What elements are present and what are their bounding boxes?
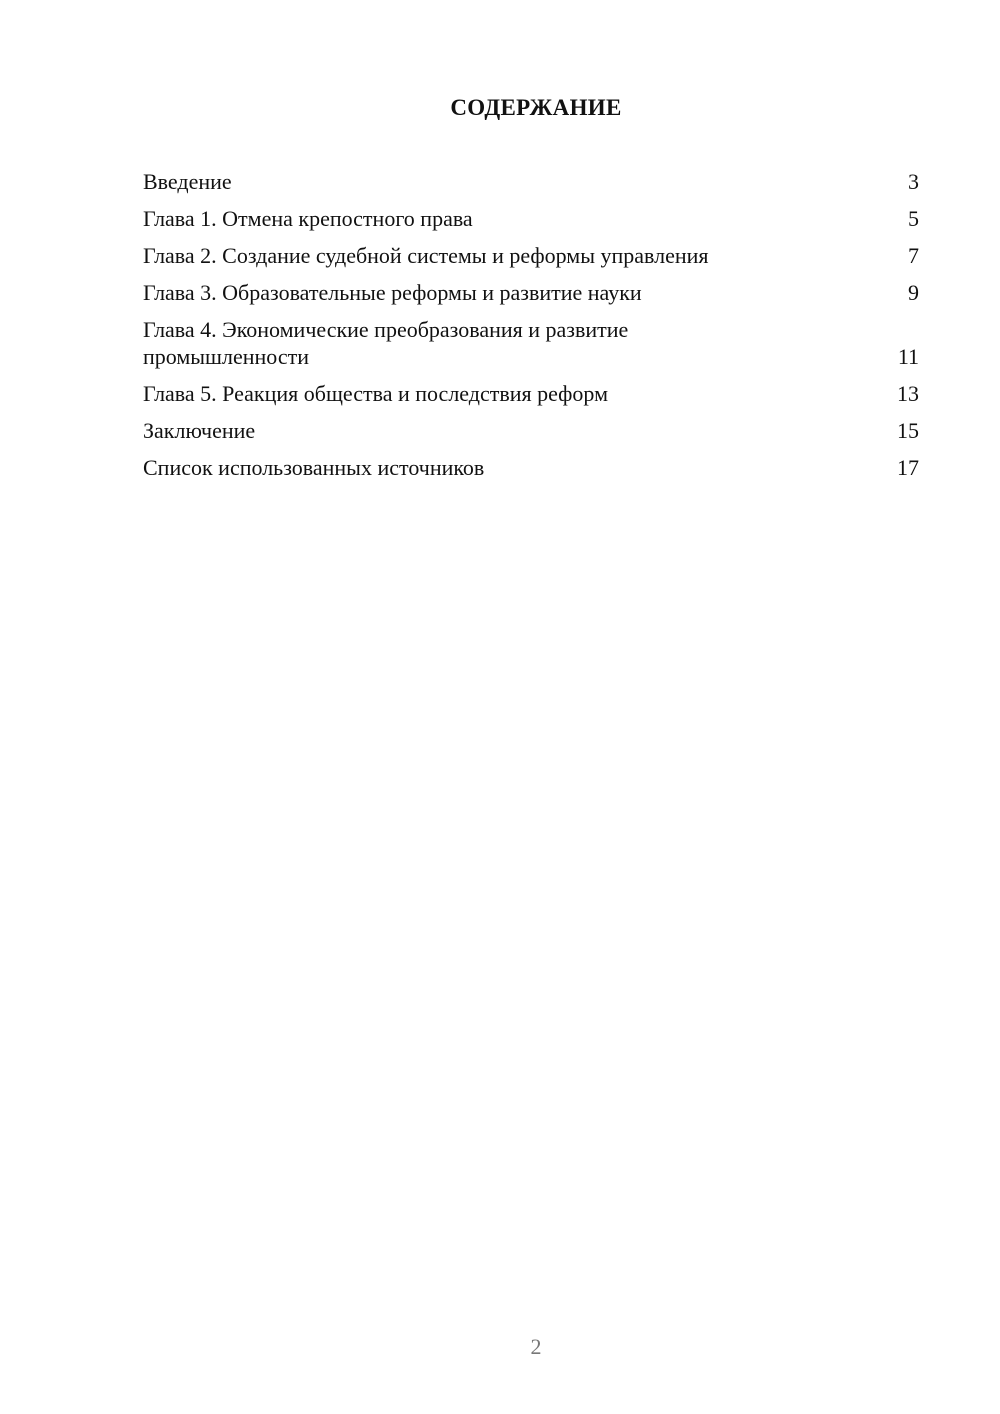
toc-heading: СОДЕРЖАНИЕ [450, 95, 622, 120]
toc-entry-page: 5 [908, 206, 919, 231]
toc-entry-title: Заключение [143, 418, 256, 443]
toc-entry-page: 13 [897, 381, 919, 406]
toc-entry-conclusion [143, 417, 919, 444]
toc-entry-references [143, 454, 919, 481]
table-of-contents [143, 168, 919, 491]
toc-entry-page: 3 [908, 169, 919, 194]
toc-entry-page: 9 [908, 280, 919, 305]
toc-entry-chapter-1 [143, 205, 919, 232]
toc-entry-chapter-5 [143, 380, 919, 407]
toc-entry-page: 15 [897, 418, 919, 443]
toc-entry-title: Глава 2. Создание судебной системы и реформы управления [143, 243, 709, 268]
toc-entry-page: 17 [897, 455, 919, 480]
toc-entry-chapter-4 [143, 316, 919, 370]
toc-entry-title: Глава 1. Отмена крепостного права [143, 206, 473, 231]
page-number: 2 [530, 1334, 542, 1359]
toc-entry-title: Глава 5. Реакция общества и последствия реформ [143, 381, 608, 406]
toc-entry-introduction [143, 168, 919, 195]
toc-entry-title: Введение [143, 169, 232, 194]
toc-entry-title: Глава 3. Образовательные реформы и развитие науки [143, 280, 642, 305]
toc-entry-title: Список использованных источников [143, 455, 485, 480]
toc-entry-title: Глава 4. Экономические преобразования и развитие промышленности [143, 317, 629, 369]
toc-entry-chapter-3 [143, 279, 919, 306]
toc-entry-chapter-2 [143, 242, 919, 269]
toc-entry-page: 7 [908, 243, 919, 268]
toc-entry-page: 11 [897, 344, 919, 369]
